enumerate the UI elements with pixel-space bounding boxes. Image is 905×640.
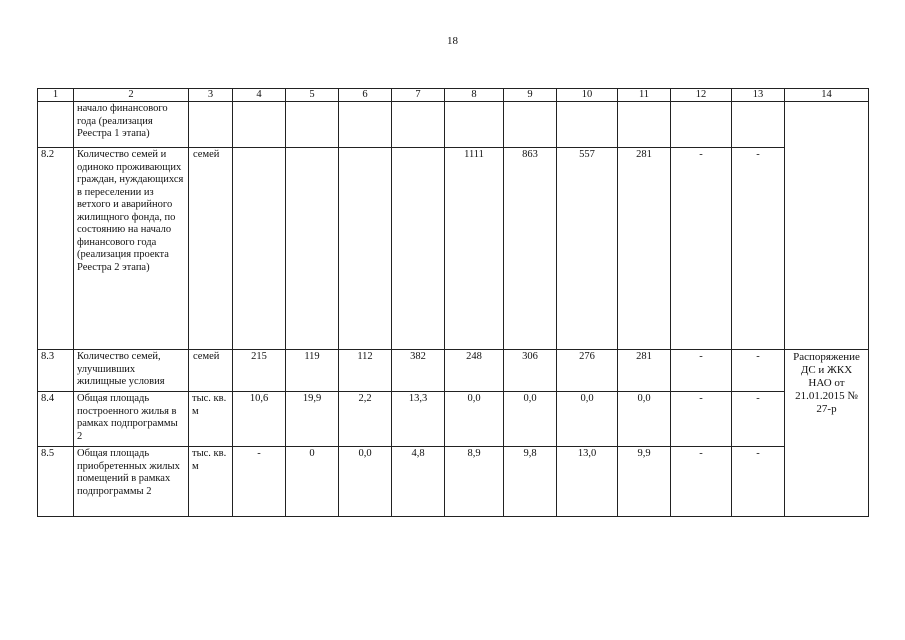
- header-cell: 4: [233, 89, 286, 102]
- value-cell: 8,9: [445, 447, 504, 517]
- table-row: [38, 350, 869, 392]
- header-cell: 14: [785, 89, 869, 102]
- row-number: 8.3: [38, 350, 74, 392]
- value-cell: 4,8: [392, 447, 445, 517]
- value-cell: 0,0: [445, 392, 504, 447]
- value-cell: 306: [504, 350, 557, 392]
- value-cell: 19,9: [286, 392, 339, 447]
- value-cell: -: [671, 148, 732, 350]
- unit-cell: семей: [189, 350, 233, 392]
- unit-cell: [189, 102, 233, 148]
- value-cell: 0,0: [557, 392, 618, 447]
- value-cell: -: [732, 447, 785, 517]
- header-cell: 12: [671, 89, 732, 102]
- value-cell: 215: [233, 350, 286, 392]
- value-cell: -: [732, 148, 785, 350]
- header-cell: 11: [618, 89, 671, 102]
- header-cell: 1: [38, 89, 74, 102]
- value-cell: [286, 102, 339, 148]
- row-number: 8.2: [38, 148, 74, 350]
- value-cell: [286, 148, 339, 350]
- value-cell: -: [233, 447, 286, 517]
- value-cell: 276: [557, 350, 618, 392]
- value-cell: [732, 102, 785, 148]
- value-cell: [618, 102, 671, 148]
- table-row: [38, 102, 869, 148]
- indicator-name: Количество семей и одиноко проживающих граждан, нуждающихся в переселении из ветхого и аварийного жилищного фонда, по состоянию на начало финансового года (реализация проекта Реестра 2 этапа): [74, 148, 189, 350]
- row-number: 8.4: [38, 392, 74, 447]
- header-cell: 2: [74, 89, 189, 102]
- unit-cell: семей: [189, 148, 233, 350]
- value-cell: [233, 148, 286, 350]
- table-row: [38, 148, 869, 350]
- value-cell: 0,0: [339, 447, 392, 517]
- header-cell: 5: [286, 89, 339, 102]
- value-cell: 13,3: [392, 392, 445, 447]
- value-cell: 248: [445, 350, 504, 392]
- value-cell: [392, 102, 445, 148]
- unit-cell: тыс. кв. м: [189, 447, 233, 517]
- row-number: [38, 102, 74, 148]
- value-cell: 1111: [445, 148, 504, 350]
- value-cell: 557: [557, 148, 618, 350]
- value-cell: [233, 102, 286, 148]
- value-cell: [557, 102, 618, 148]
- value-cell: 9,8: [504, 447, 557, 517]
- indicator-name: Общая площадь построенного жилья в рамках подпрограммы 2: [74, 392, 189, 447]
- value-cell: 2,2: [339, 392, 392, 447]
- table-header-row: [38, 89, 869, 102]
- header-cell: 10: [557, 89, 618, 102]
- header-cell: 9: [504, 89, 557, 102]
- value-cell: [339, 148, 392, 350]
- value-cell: -: [671, 447, 732, 517]
- indicators-table: [37, 88, 869, 517]
- indicator-name: начало финансового года (реализация Реестра 1 этапа): [74, 102, 189, 148]
- header-cell: 7: [392, 89, 445, 102]
- value-cell: [339, 102, 392, 148]
- row-number: 8.5: [38, 447, 74, 517]
- note-cell-empty: [785, 102, 869, 148]
- value-cell: 0,0: [618, 392, 671, 447]
- header-cell: 13: [732, 89, 785, 102]
- value-cell: -: [671, 392, 732, 447]
- value-cell: 0,0: [504, 392, 557, 447]
- value-cell: 382: [392, 350, 445, 392]
- indicator-name: Общая площадь приобретенных жилых помещений в рамках подпрограммы 2: [74, 447, 189, 517]
- indicator-name: Количество семей, улучшивших жилищные условия: [74, 350, 189, 392]
- value-cell: 0: [286, 447, 339, 517]
- value-cell: [671, 102, 732, 148]
- unit-cell: тыс. кв. м: [189, 392, 233, 447]
- value-cell: 9,9: [618, 447, 671, 517]
- value-cell: 281: [618, 350, 671, 392]
- value-cell: -: [732, 392, 785, 447]
- value-cell: 13,0: [557, 447, 618, 517]
- legal-basis-note: Распоряжение ДС и ЖКХ НАО от 21.01.2015 № 27-р: [785, 350, 869, 517]
- value-cell: -: [732, 350, 785, 392]
- header-cell: 3: [189, 89, 233, 102]
- value-cell: -: [671, 350, 732, 392]
- header-cell: 6: [339, 89, 392, 102]
- table-row: [38, 447, 869, 517]
- value-cell: [392, 148, 445, 350]
- note-cell-empty: [785, 148, 869, 350]
- value-cell: [504, 102, 557, 148]
- value-cell: 10,6: [233, 392, 286, 447]
- value-cell: 863: [504, 148, 557, 350]
- page-number: 18: [447, 35, 458, 47]
- value-cell: [445, 102, 504, 148]
- value-cell: 112: [339, 350, 392, 392]
- value-cell: 119: [286, 350, 339, 392]
- value-cell: 281: [618, 148, 671, 350]
- header-cell: 8: [445, 89, 504, 102]
- table-row: [38, 392, 869, 447]
